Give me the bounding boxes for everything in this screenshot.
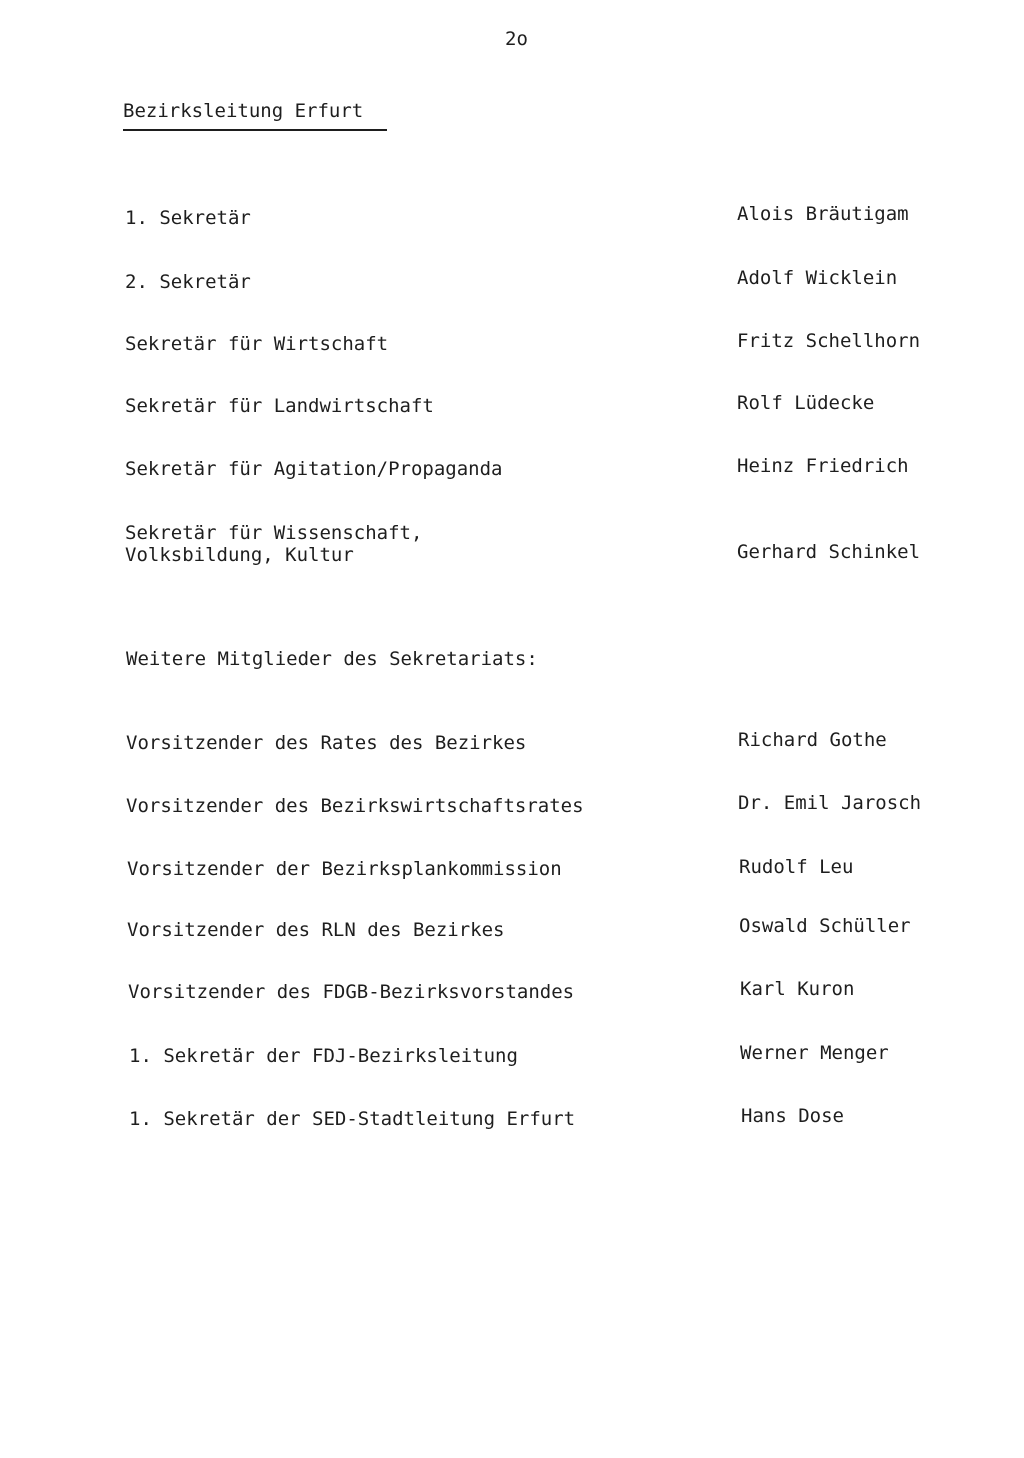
- further-members-heading: Weitere Mitglieder des Sekretariats:: [126, 648, 538, 670]
- page-number: 2o: [505, 28, 528, 50]
- secretariat-name: Gerhard Schinkel: [737, 541, 921, 563]
- member-name: Dr. Emil Jarosch: [738, 792, 922, 814]
- member-name: Oswald Schüller: [739, 915, 911, 937]
- secretariat-name: Alois Bräutigam: [737, 203, 909, 225]
- member-name: Werner Menger: [740, 1042, 889, 1064]
- member-role: 1. Sekretär der FDJ-Bezirksleitung: [129, 1045, 518, 1067]
- secretariat-role: Sekretär für Wirtschaft: [125, 333, 389, 355]
- secretariat-name: Adolf Wicklein: [737, 267, 898, 289]
- secretariat-role: Sekretär für Wissenschaft, Volksbildung, Kultur: [125, 522, 423, 566]
- member-name: Karl Kuron: [740, 978, 855, 1000]
- title-underline: [123, 129, 387, 131]
- secretariat-role: 2. Sekretär: [125, 271, 251, 293]
- secretariat-role: 1. Sekretär: [125, 207, 251, 229]
- member-role: Vorsitzender der Bezirksplankommission: [127, 858, 562, 880]
- secretariat-role: Sekretär für Landwirtschaft: [125, 395, 434, 417]
- member-role: 1. Sekretär der SED-Stadtleitung Erfurt: [129, 1108, 576, 1130]
- member-name: Hans Dose: [741, 1105, 844, 1127]
- member-name: Rudolf Leu: [739, 856, 854, 878]
- page-title: Bezirksleitung Erfurt: [123, 100, 364, 122]
- secretariat-name: Fritz Schellhorn: [737, 330, 921, 352]
- member-name: Richard Gothe: [738, 729, 887, 751]
- secretariat-name: Rolf Lüdecke: [737, 392, 875, 414]
- secretariat-role: Sekretär für Agitation/Propaganda: [125, 458, 503, 480]
- secretariat-name: Heinz Friedrich: [737, 455, 909, 477]
- member-role: Vorsitzender des Rates des Bezirkes: [126, 732, 527, 754]
- member-role: Vorsitzender des Bezirkswirtschaftsrates: [126, 795, 584, 817]
- member-role: Vorsitzender des FDGB-Bezirksvorstandes: [128, 981, 575, 1003]
- member-role: Vorsitzender des RLN des Bezirkes: [127, 919, 505, 941]
